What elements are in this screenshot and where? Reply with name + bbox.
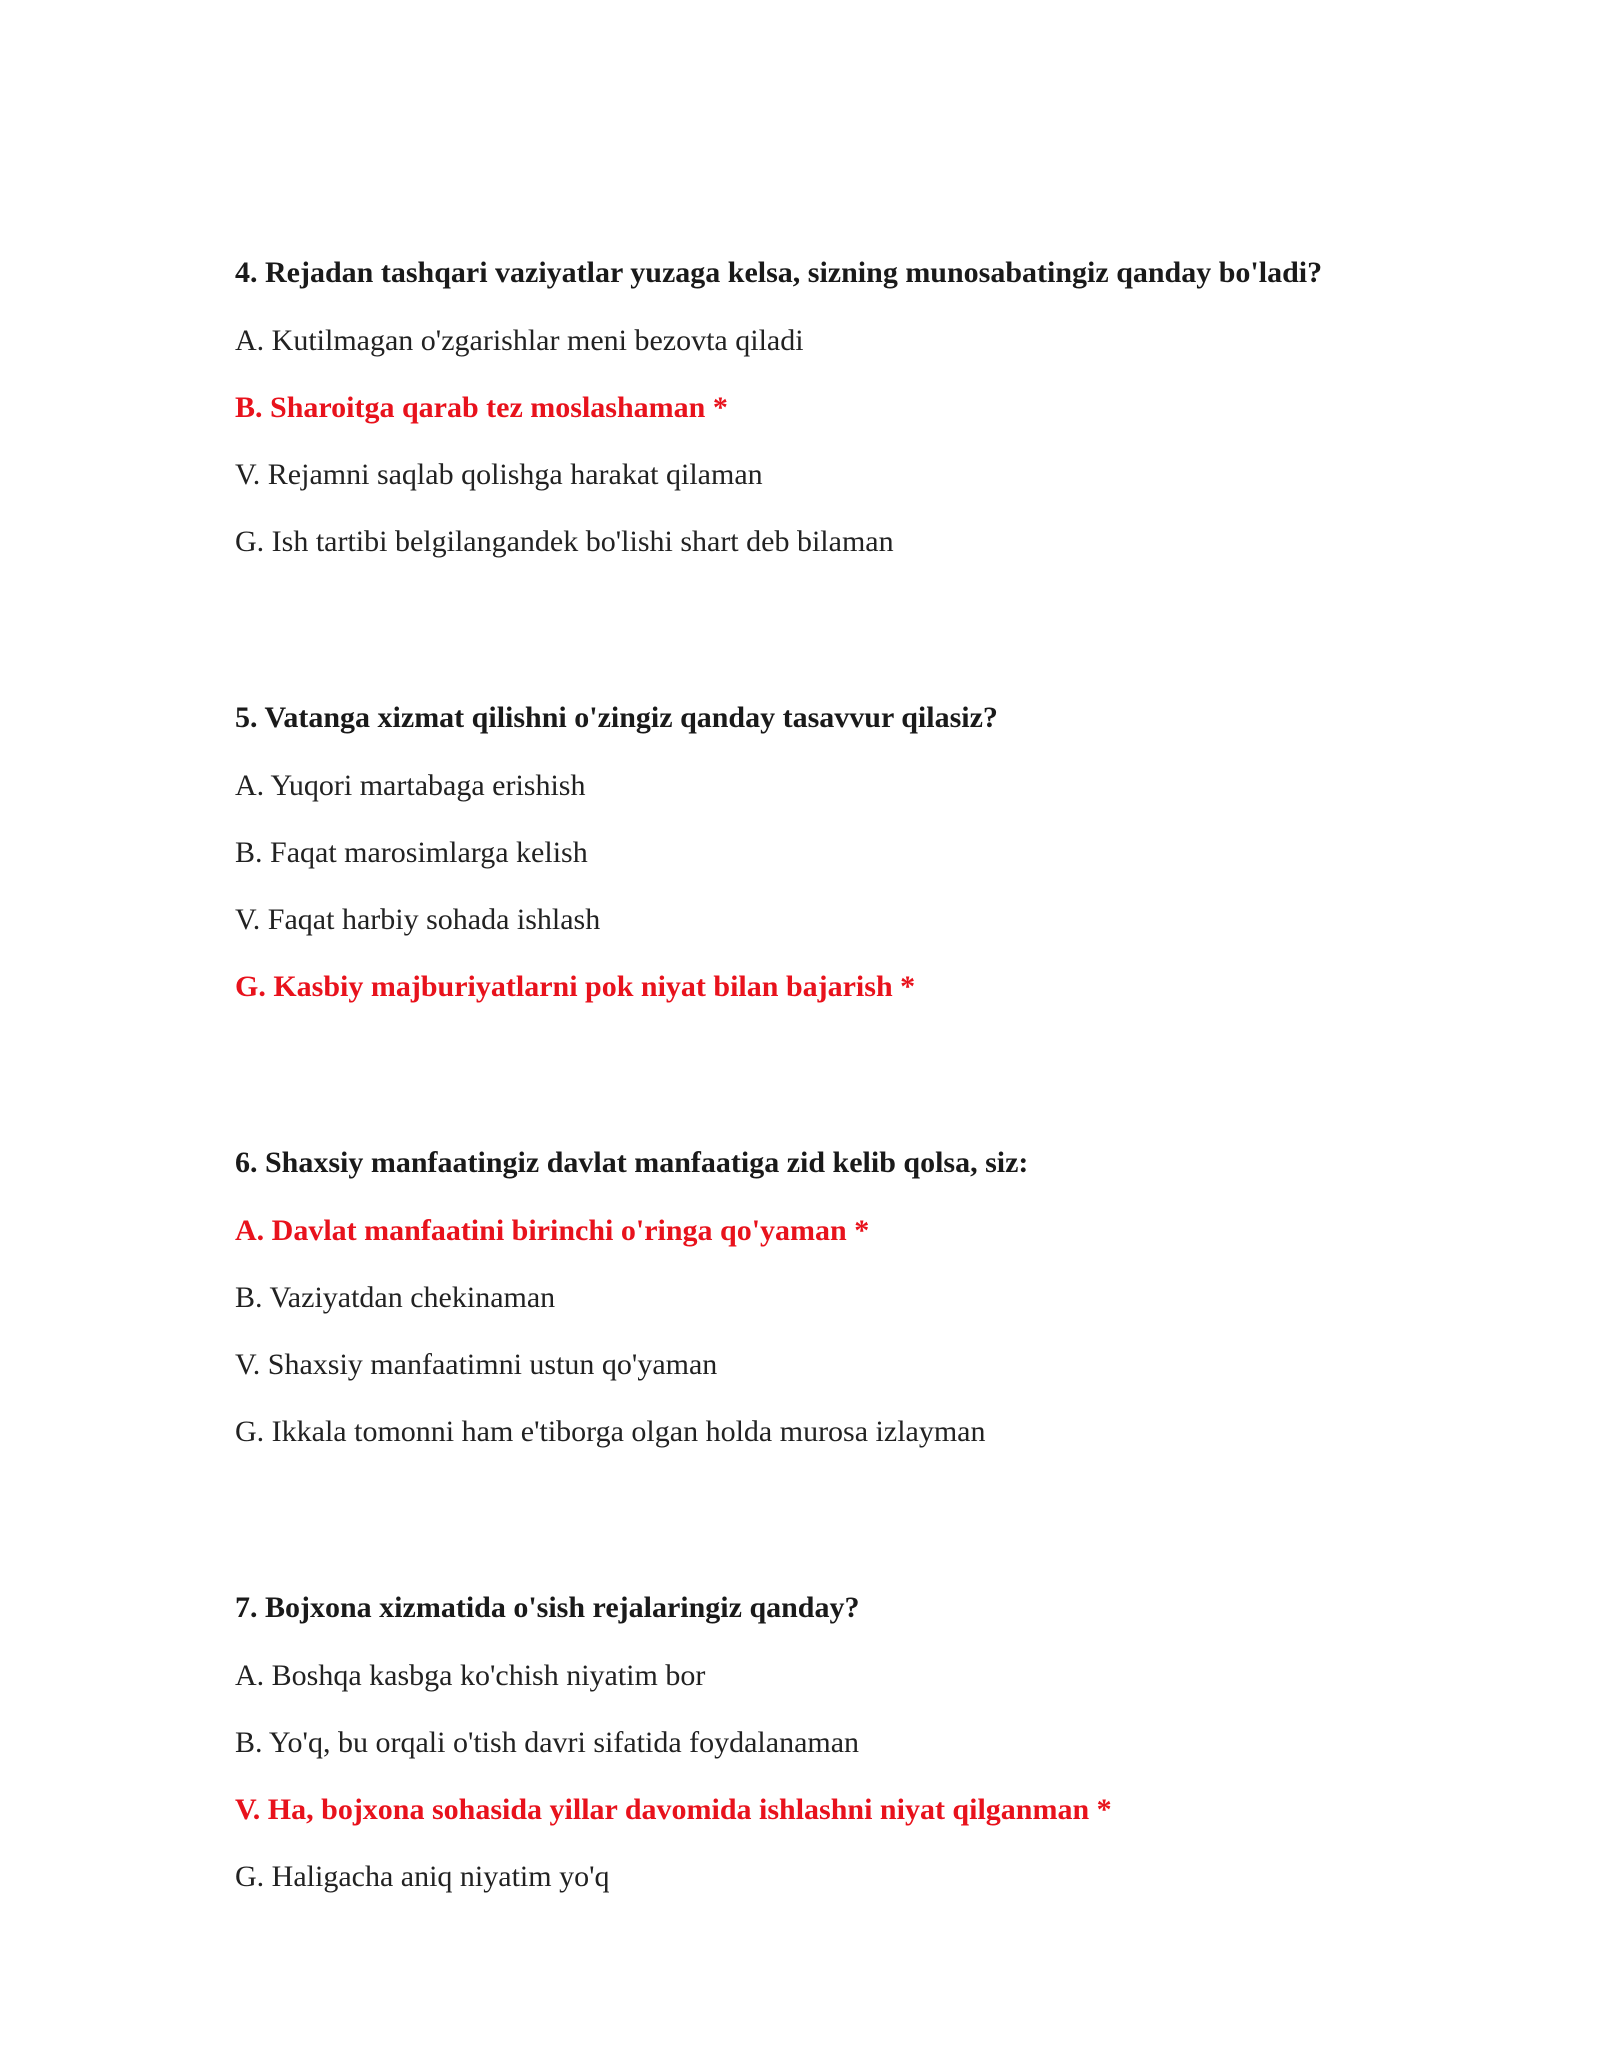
answer-option: G. Ikkala tomonni ham e'tiborga olgan holda murosa izlayman bbox=[235, 1415, 986, 1448]
question-text: 7. Bojxona xizmatida o'sish rejalaringiz qanday? bbox=[235, 1591, 860, 1624]
correct-answer-option: V. Ha, bojxona sohasida yillar davomida ishlashni niyat qilganman * bbox=[235, 1793, 1112, 1826]
answer-option: G. Ish tartibi belgilangandek bo'lishi shart deb bilaman bbox=[235, 525, 894, 558]
question-block-5 bbox=[235, 697, 1335, 1007]
question-block-6 bbox=[235, 1142, 1335, 1452]
question-text: 4. Rejadan tashqari vaziyatlar yuzaga kelsa, sizning munosabatingiz qanday bo'ladi? bbox=[235, 256, 1323, 289]
correct-answer-option: G. Kasbiy majburiyatlarni pok niyat bilan bajarish * bbox=[235, 970, 916, 1003]
correct-answer-option: B. Sharoitga qarab tez moslashaman * bbox=[235, 391, 728, 424]
answer-option: A. Yuqori martabaga erishish bbox=[235, 769, 586, 802]
question-block-4 bbox=[235, 252, 1335, 562]
quiz-content bbox=[235, 252, 1335, 1897]
answer-option: V. Rejamni saqlab qolishga harakat qilaman bbox=[235, 458, 763, 491]
answer-option: V. Faqat harbiy sohada ishlash bbox=[235, 903, 601, 936]
question-text: 5. Vatanga xizmat qilishni o'zingiz qanday tasavvur qilasiz? bbox=[235, 701, 998, 734]
answer-option: B. Yo'q, bu orqali o'tish davri sifatida foydalanaman bbox=[235, 1726, 860, 1759]
answer-option: B. Faqat marosimlarga kelish bbox=[235, 836, 588, 869]
answer-option: A. Boshqa kasbga ko'chish niyatim bor bbox=[235, 1659, 706, 1692]
correct-answer-option: A. Davlat manfaatini birinchi o'ringa qo'yaman * bbox=[235, 1214, 870, 1247]
answer-option: B. Vaziyatdan chekinaman bbox=[235, 1281, 556, 1314]
answer-option: G. Haligacha aniq niyatim yo'q bbox=[235, 1860, 610, 1893]
answer-option: V. Shaxsiy manfaatimni ustun qo'yaman bbox=[235, 1348, 718, 1381]
question-block-7 bbox=[235, 1587, 1335, 1897]
answer-option: A. Kutilmagan o'zgarishlar meni bezovta qiladi bbox=[235, 324, 804, 357]
question-text: 6. Shaxsiy manfaatingiz davlat manfaatiga zid kelib qolsa, siz: bbox=[235, 1146, 1029, 1179]
